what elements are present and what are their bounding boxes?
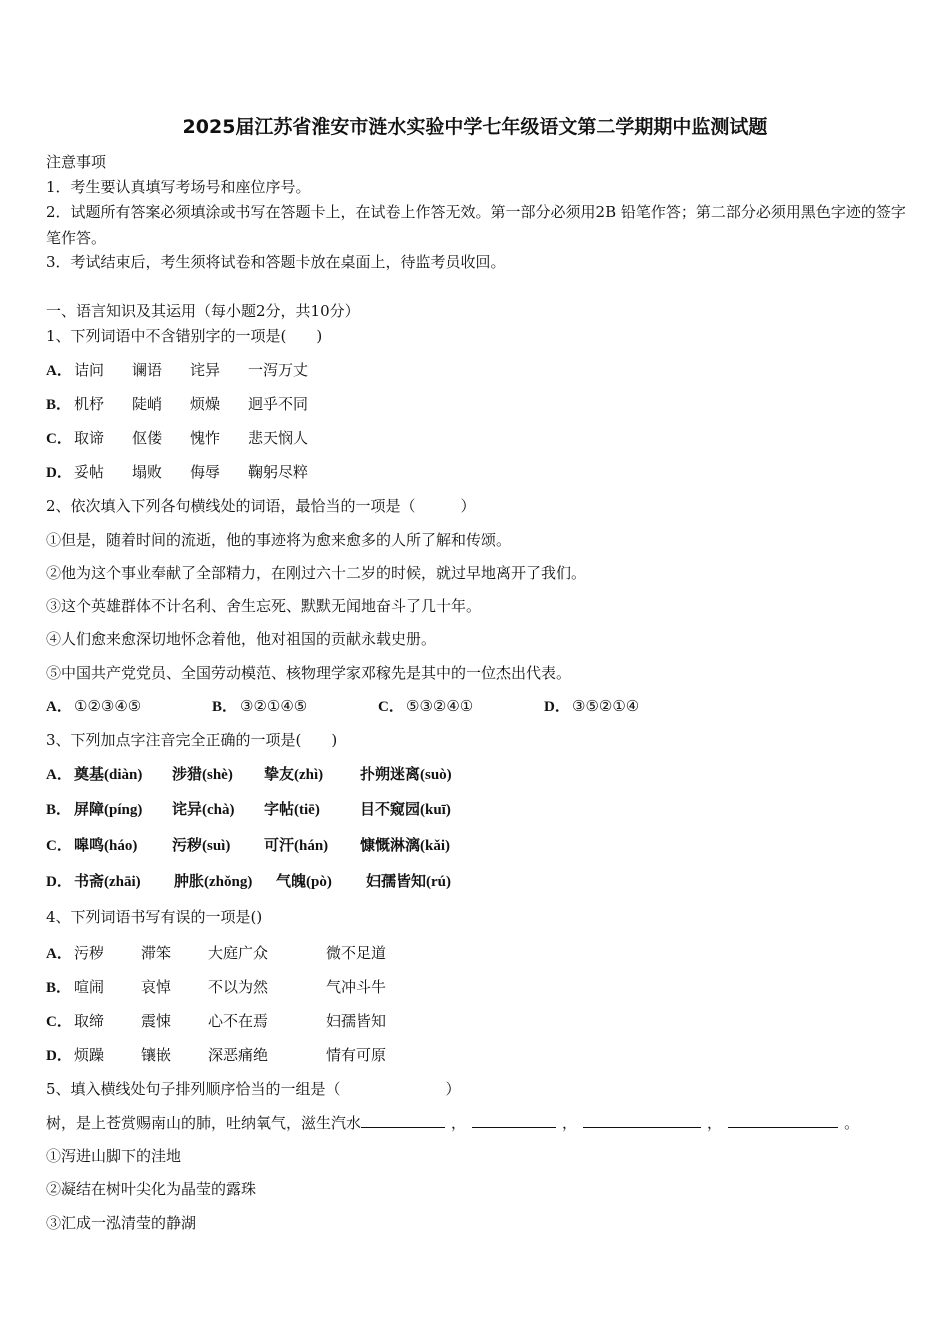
word: 迥乎不同 [248,395,309,413]
word: 深恶痛绝 [208,1046,269,1064]
q4-option-d [46,1045,386,1066]
word: 妇孺皆知 [326,1012,387,1030]
word: 哀悼 [141,978,172,996]
pinyin-item: 污秽(suì) [172,838,231,854]
pinyin-item: 涉猎(shè) [172,767,233,783]
q2-sentence-1: ①但是，随着时间的流逝，他的事迹将为愈来愈多的人所了解和传颂。 [46,531,512,549]
passage-text: 树，是上苍赏赐南山的肺，吐纳氧气，滋生汽水 [46,1114,362,1132]
word: 妥帖 [74,463,105,481]
answer-blank-1[interactable] [361,1113,445,1128]
word: 大庭广众 [208,944,269,962]
option-label: D． [46,465,72,481]
question-5-stem: 5、填入横线处句子排列顺序恰当的一组是（ ） [46,1080,461,1098]
word: 悲天悯人 [248,429,309,447]
word: 伛偻 [132,429,163,447]
pinyin-item: 屏障(píng) [74,802,143,818]
word: 诧异 [190,361,221,379]
word: 机杼 [74,395,105,413]
word: 滞笨 [141,944,172,962]
q1-option-c [46,428,308,449]
pinyin-item: 扑朔迷离(suò) [360,767,452,783]
q1-option-d [46,462,308,483]
word: 烦躁 [74,1046,105,1064]
word: 取谛 [74,429,105,447]
question-2-stem: 2、依次填入下列各句横线处的词语，最恰当的一项是（ ） [46,497,476,515]
word: 侮辱 [190,463,221,481]
option-text: ③⑤②①④ [572,697,640,715]
question-4-stem: 4、下列词语书写有误的一项是() [46,908,263,926]
punct: ， [707,1114,723,1132]
pinyin-item: 书斋(zhāi) [74,874,141,890]
q2-options [46,696,639,717]
word: 镶嵌 [141,1046,172,1064]
question-1-stem: 1、下列词语中不含错别字的一项是( ) [46,327,323,345]
word: 微不足道 [326,944,387,962]
q3-option-c [46,835,450,856]
q2-option-b [212,696,378,717]
pinyin-item: 气魄(pò) [276,874,332,890]
section-heading: 一、语言知识及其运用（每小题2分，共10分） [46,302,360,320]
q2-option-d [544,696,639,717]
notice-item-2: 2．试题所有答案必须填涂或书写在答题卡上，在试卷上作答无效。第一部分必须用2B 铅笔作答；第二部分必须用黑色字迹的签字笔作答。 [46,203,906,247]
punct: 。 [844,1114,860,1132]
page-title: 2025届江苏省淮安市涟水实验中学七年级语文第二学期期中监测试题 [182,116,768,138]
question-3-stem: 3、下列加点字注音完全正确的一项是( ) [46,731,338,749]
option-label: D． [544,699,570,715]
word: 情有可原 [326,1046,387,1064]
q3-option-b [46,799,451,820]
notice-heading: 注意事项 [46,153,107,171]
pinyin-item: 奠基(diàn) [74,767,143,783]
word: 气冲斗牛 [326,978,387,996]
pinyin-item: 嗥鸣(háo) [74,838,138,854]
pinyin-item: 可汗(hán) [264,838,329,854]
q1-option-b [46,394,308,415]
q5-item-1: ①泻进山脚下的洼地 [46,1147,182,1165]
q4-option-c [46,1011,386,1032]
option-text: ①②③④⑤ [74,697,142,715]
option-label: B． [46,802,72,818]
q1-option-a [46,360,308,381]
pinyin-item: 慷慨淋漓(kǎi) [360,838,451,854]
option-label: C． [46,838,72,854]
q2-sentence-2: ②他为这个事业奉献了全部精力，在刚过六十二岁的时候，就过早地离开了我们。 [46,564,587,582]
word: 鞠躬尽粹 [248,463,309,481]
pinyin-item: 诧异(chà) [172,802,235,818]
q2-option-c [378,696,544,717]
option-label: A． [46,946,72,962]
word: 喧闹 [74,978,105,996]
word: 震悚 [141,1012,172,1030]
word: 诘问 [74,361,105,379]
q3-option-a [46,764,452,785]
punct: ， [562,1114,578,1132]
option-label: D． [46,1048,72,1064]
q4-option-b [46,977,386,998]
pinyin-item: 妇孺皆知(rú) [366,874,451,890]
q2-sentence-4: ④人们愈来愈深切地怀念着他，他对祖国的贡献永载史册。 [46,630,437,648]
word: 一泻万丈 [248,361,309,379]
q5-item-3: ③汇成一泓清莹的静湖 [46,1214,197,1232]
word: 烦燥 [190,395,221,413]
q5-item-2: ②凝结在树叶尖化为晶莹的露珠 [46,1180,257,1198]
pinyin-item: 挚友(zhì) [264,767,324,783]
option-label: A． [46,767,72,783]
option-label: C． [46,1014,72,1030]
word: 取缔 [74,1012,105,1030]
answer-blank-3[interactable] [583,1113,701,1128]
word: 塌败 [132,463,163,481]
word: 污秽 [74,944,105,962]
notice-item-1: 1．考生要认真填写考场号和座位序号。 [46,178,311,196]
option-label: A． [46,699,72,715]
option-label: C． [378,699,404,715]
option-label: A． [46,363,72,379]
q2-sentence-3: ③这个英雄群体不计名利、舍生忘死、默默无闻地奋斗了几十年。 [46,597,482,615]
q3-option-d [46,871,451,892]
option-label: D． [46,874,72,890]
punct: ， [451,1114,467,1132]
option-text: ③②①④⑤ [240,697,308,715]
word: 心不在焉 [208,1012,269,1030]
pinyin-item: 目不窥园(kuī) [360,802,451,818]
pinyin-item: 肿胀(zhǒng) [174,874,253,890]
option-label: B． [212,699,238,715]
word: 陡峭 [132,395,163,413]
option-label: B． [46,980,72,996]
answer-blank-4[interactable] [728,1113,838,1128]
option-text: ⑤③②④① [406,697,474,715]
notice-item-3: 3．考试结束后，考生须将试卷和答题卡放在桌面上，待监考员收回。 [46,253,506,271]
pinyin-item: 字帖(tiē) [264,802,320,818]
word: 愧怍 [190,429,221,447]
answer-blank-2[interactable] [472,1113,556,1128]
q5-passage [46,1113,859,1133]
word: 谰语 [132,361,163,379]
option-label: C． [46,431,72,447]
q2-option-a [46,696,212,717]
q2-sentence-5: ⑤中国共产党党员、全国劳动模范、核物理学家邓稼先是其中的一位杰出代表。 [46,664,572,682]
word: 不以为然 [208,978,269,996]
q4-option-a [46,943,386,964]
option-label: B． [46,397,72,413]
